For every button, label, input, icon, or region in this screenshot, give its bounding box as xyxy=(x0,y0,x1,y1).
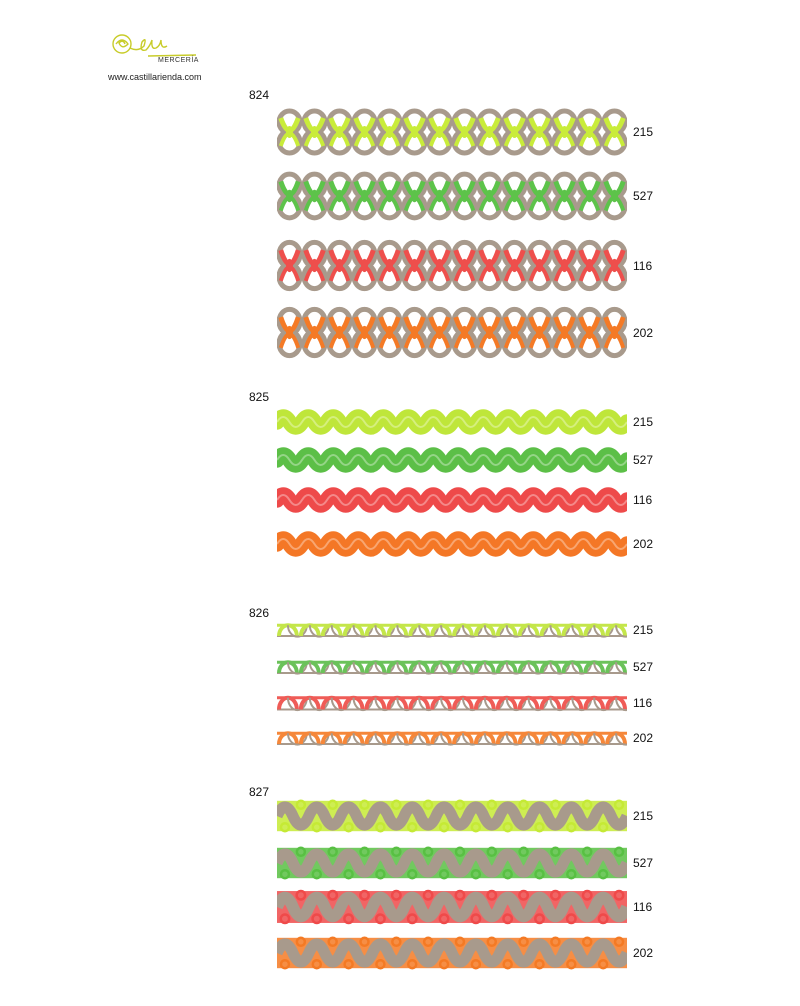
trim-swatch-826-202 xyxy=(277,726,627,750)
trim-swatch-824-202 xyxy=(277,305,627,360)
color-code-label: 215 xyxy=(633,623,654,637)
color-code-label: 116 xyxy=(633,696,653,710)
trim-swatch-824-215 xyxy=(277,107,627,157)
color-code-label: 215 xyxy=(633,809,654,823)
color-code-label: 527 xyxy=(633,453,654,467)
section-code: 824 xyxy=(249,88,270,102)
color-code-label: 116 xyxy=(633,493,653,507)
trim-swatch-826-116 xyxy=(277,690,627,716)
color-code-label: 527 xyxy=(633,856,654,870)
color-code-label: 116 xyxy=(633,258,653,273)
trim-swatch-827-215 xyxy=(277,796,627,836)
section-code: 825 xyxy=(249,390,270,404)
section-code: 826 xyxy=(249,606,270,620)
website-url: www.castillarienda.com xyxy=(108,72,202,82)
color-code-label: 202 xyxy=(633,946,654,960)
trim-swatch-827-116 xyxy=(277,886,627,928)
brand-logo xyxy=(108,26,208,72)
trim-swatch-824-116 xyxy=(277,238,627,293)
color-code-label: 215 xyxy=(633,415,654,429)
trim-swatch-825-215 xyxy=(277,408,627,436)
trim-swatch-827-202 xyxy=(277,933,627,973)
trim-swatch-825-116 xyxy=(277,486,627,514)
trim-swatch-827-527 xyxy=(277,843,627,883)
color-code-label: 202 xyxy=(633,731,654,745)
trim-swatch-825-202 xyxy=(277,530,627,558)
lupa-logo-icon xyxy=(108,26,208,72)
color-code-label: 527 xyxy=(633,660,654,674)
trim-swatch-825-527 xyxy=(277,446,627,474)
color-code-label: 116 xyxy=(633,900,653,914)
color-code-label: 527 xyxy=(633,189,654,203)
trim-swatch-826-215 xyxy=(277,618,627,642)
color-code-label: 202 xyxy=(633,325,654,340)
color-code-label: 215 xyxy=(633,125,654,139)
section-code: 827 xyxy=(249,785,270,799)
trim-swatch-824-527 xyxy=(277,170,627,222)
logo-subtext: MERCERÍA xyxy=(158,57,199,64)
color-code-label: 202 xyxy=(633,537,654,551)
trim-swatch-826-527 xyxy=(277,655,627,679)
